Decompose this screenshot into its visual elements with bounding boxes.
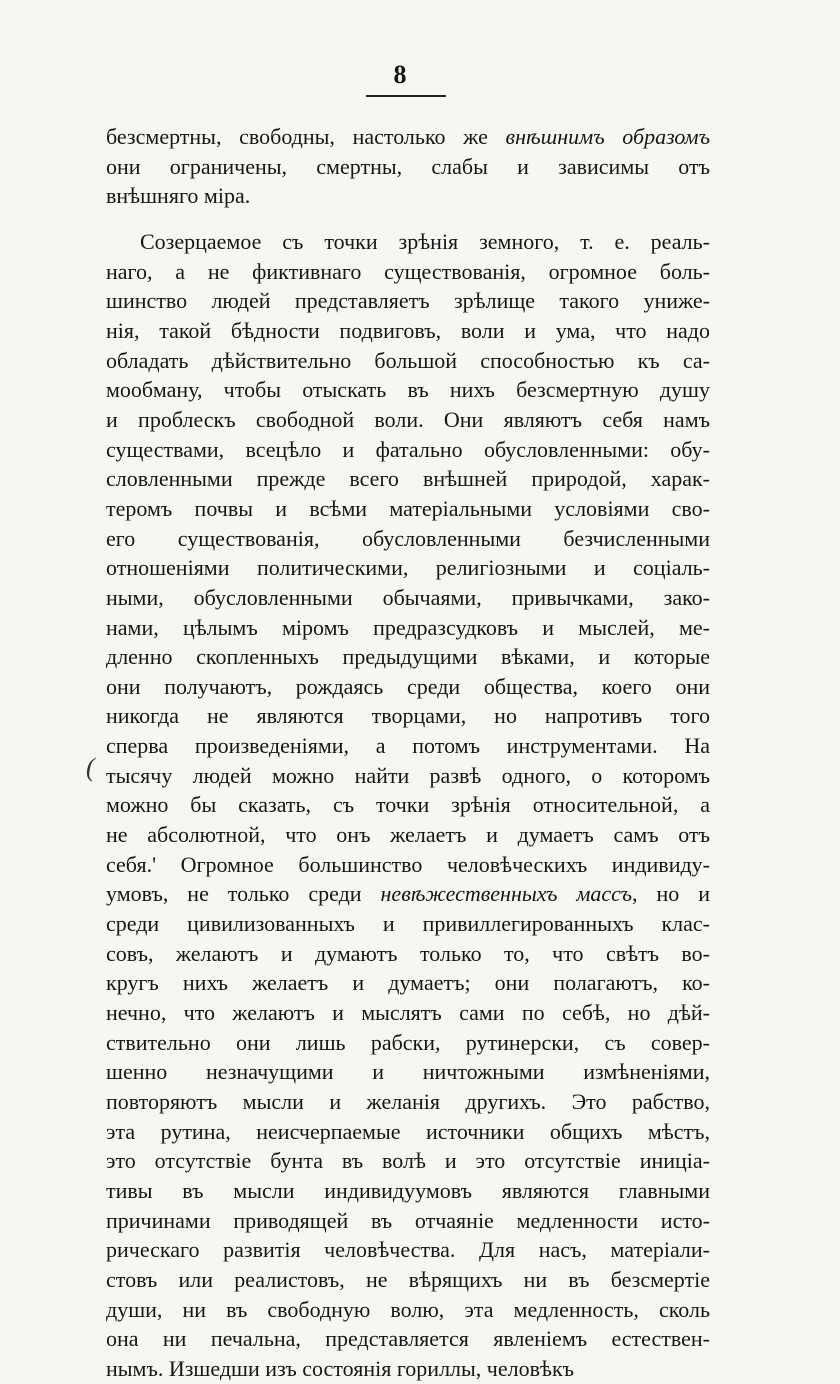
text-line: стовъ или реалистовъ, не вѣрящихъ ни въ безсмертіе bbox=[106, 1266, 710, 1292]
text-line: нія, такой бѣдности подвиговъ, воли и ума, что надо bbox=[106, 317, 710, 343]
text-line: Созерцаемое съ точки зрѣнія земного, т. е. реаль- bbox=[140, 228, 710, 254]
body-text bbox=[106, 122, 710, 1384]
text-line: себя.' Огромное большинство человѣческихъ индивиду- bbox=[106, 851, 710, 877]
page-number: 8 bbox=[393, 60, 407, 89]
text-line: наго, а не фиктивнаго существованія, огромное боль- bbox=[106, 258, 710, 284]
text-line: шенно незначущими и ничтожными измѣненіями, bbox=[106, 1059, 710, 1085]
text-line: существами, всецѣло и фатально обусловленными: обу- bbox=[106, 436, 710, 462]
text-line: повторяютъ мысли и желанія другихъ. Это рабство, bbox=[106, 1089, 710, 1114]
text-line: сперва произведеніями, а потомъ инструментами. На bbox=[106, 733, 710, 759]
text-line: нымъ. Изшедши изъ состоянія гориллы, человѣкъ bbox=[106, 1355, 575, 1381]
text-line: кругъ нихъ желаетъ и думаетъ; они полагаютъ, ко- bbox=[106, 970, 710, 996]
text-line: среди цивилизованныхъ и привиллегированныхъ клас- bbox=[106, 911, 710, 937]
text-line: шинство людей представляетъ зрѣлище такого униже- bbox=[106, 288, 710, 314]
text-line: его существованія, обусловленными безчисленными bbox=[106, 525, 710, 551]
text-line: тысячу людей можно найти развѣ одного, о которомъ bbox=[106, 762, 710, 788]
text-line: ствительно они лишь рабски, рутинерски, съ совер- bbox=[106, 1029, 710, 1055]
text-line: никогда не являются творцами, но напротивъ того bbox=[106, 703, 710, 729]
text-line: причинами приводящей въ отчаяніе медленности исто- bbox=[106, 1207, 710, 1233]
text-line: эта рутина, неисчерпаемые источники общихъ мѣстъ, bbox=[106, 1118, 710, 1144]
text-line: умовъ, не только среди невѣжественныхъ массъ, но и bbox=[106, 881, 710, 907]
text-line: они получаютъ, рождаясь среди общества, коего они bbox=[106, 673, 710, 699]
text-line: это отсутствіе бунта въ волѣ и это отсутствіе иниціа- bbox=[106, 1148, 710, 1174]
text-line: ными, обусловленными обычаями, привычками, зако- bbox=[106, 584, 710, 610]
text-line: не абсолютной, что онъ желаетъ и думаетъ самъ отъ bbox=[106, 822, 710, 848]
text-line: и проблескъ свободной воли. Они являютъ себя намъ bbox=[106, 406, 710, 432]
text-line: отношеніями политическими, религіозными и соціаль- bbox=[106, 555, 710, 581]
italic-phrase: невѣжественныхъ массъ bbox=[380, 881, 633, 907]
text-line: дленно скопленныхъ предыдущими вѣками, и которые bbox=[106, 644, 710, 670]
text-line: можно бы сказать, съ точки зрѣнія относительной, а bbox=[106, 792, 710, 818]
text-line: тивы въ мысли индивидуумовъ являются главными bbox=[106, 1177, 710, 1203]
text-line: души, ни въ свободную волю, эта медленность, сколь bbox=[106, 1296, 710, 1322]
text-line: рическаго развитія человѣчества. Для насъ, матеріали- bbox=[106, 1237, 710, 1263]
text-line: совъ, желаютъ и думаютъ только то, что свѣтъ во- bbox=[106, 940, 710, 966]
text-line: безсмертны, свободны, настолько же внѣшнимъ образомъ bbox=[106, 124, 710, 149]
margin-annotation: ( bbox=[86, 753, 95, 782]
text-line: обладать дѣйствительно большой способностью къ са- bbox=[106, 347, 710, 373]
page-number-rule bbox=[366, 95, 446, 97]
text-line: нечно, что желаютъ и мыслятъ сами по себѣ, но дѣй- bbox=[106, 1000, 710, 1026]
text-line: мообману, чтобы отыскать въ нихъ безсмертную душу bbox=[106, 377, 710, 403]
italic-phrase: внѣшнимъ образомъ bbox=[505, 124, 710, 149]
text-line: словленными прежде всего внѣшней природой, харак- bbox=[106, 466, 710, 492]
text-line: она ни печальна, представляется явленіемъ естествен- bbox=[106, 1326, 710, 1352]
text-line: нами, цѣлымъ міромъ предразсудковъ и мыслей, ме- bbox=[106, 614, 710, 640]
text-line: внѣшняго міра. bbox=[106, 183, 251, 209]
text-line: теромъ почвы и всѣми матеріальными условіями сво- bbox=[106, 495, 710, 521]
text-line: они ограничены, смертны, слабы и зависимы отъ bbox=[106, 153, 710, 179]
